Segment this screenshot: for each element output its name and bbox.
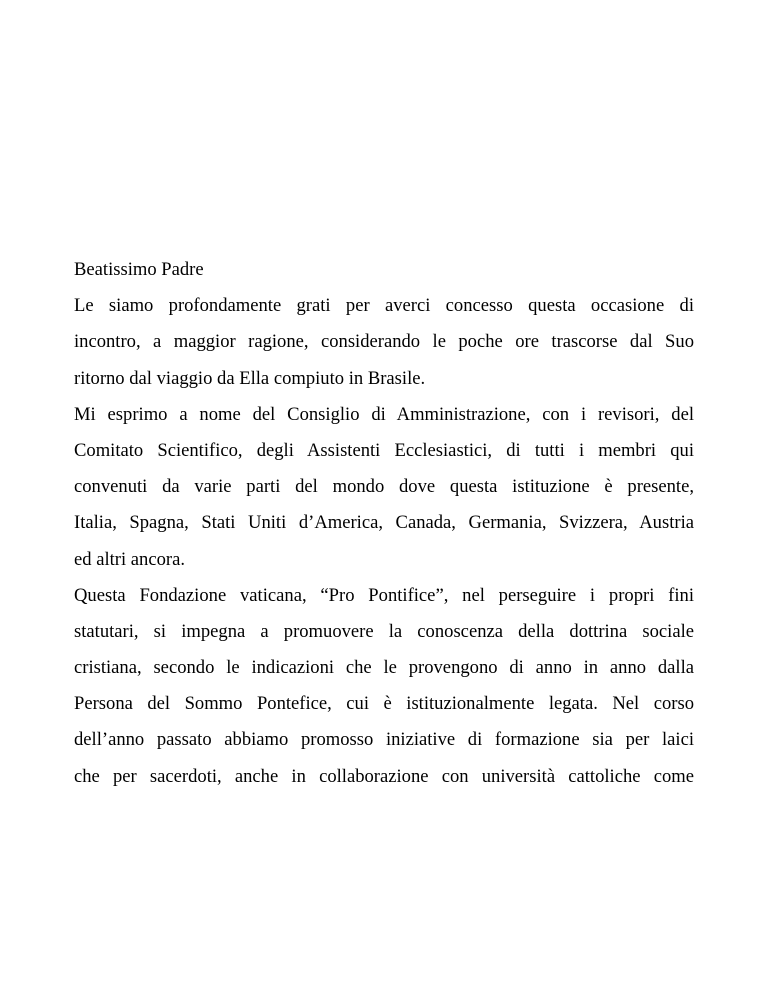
paragraph-line: Le siamo profondamente grati per averci concesso questa occasione di	[74, 295, 694, 317]
paragraph-line: ritorno dal viaggio da Ella compiuto in Brasile.	[74, 367, 426, 389]
paragraph-line: Mi esprimo a nome del Consiglio di Amministrazione, con i revisori, del	[74, 403, 694, 425]
paragraph-line: ed altri ancora.	[74, 548, 185, 570]
paragraph-line: che per sacerdoti, anche in collaborazione con università cattoliche come	[74, 765, 694, 787]
paragraph-line: dell’anno passato abbiamo promosso iniziative di formazione sia per laici	[74, 729, 694, 751]
paragraph-line: Italia, Spagna, Stati Uniti d’America, Canada, Germania, Svizzera, Austria	[74, 512, 694, 534]
paragraph-line: statutari, si impegna a promuovere la conoscenza della dottrina sociale	[74, 620, 694, 642]
salutation-line: Beatissimo Padre	[74, 259, 204, 280]
paragraph-line: cristiana, secondo le indicazioni che le provengono di anno in anno dalla	[74, 657, 694, 679]
document-body	[74, 252, 694, 795]
paragraph-line: Comitato Scientifico, degli Assistenti Ecclesiastici, di tutti i membri qui	[74, 439, 694, 461]
paragraph-line: Persona del Sommo Pontefice, cui è istituzionalmente legata. Nel corso	[74, 693, 694, 715]
paragraph-line: convenuti da varie parti del mondo dove questa istituzione è presente,	[74, 476, 694, 498]
paragraph-line: incontro, a maggior ragione, considerando le poche ore trascorse dal Suo	[74, 331, 694, 353]
paragraph-line: Questa Fondazione vaticana, “Pro Pontifice”, nel perseguire i propri fini	[74, 584, 694, 606]
